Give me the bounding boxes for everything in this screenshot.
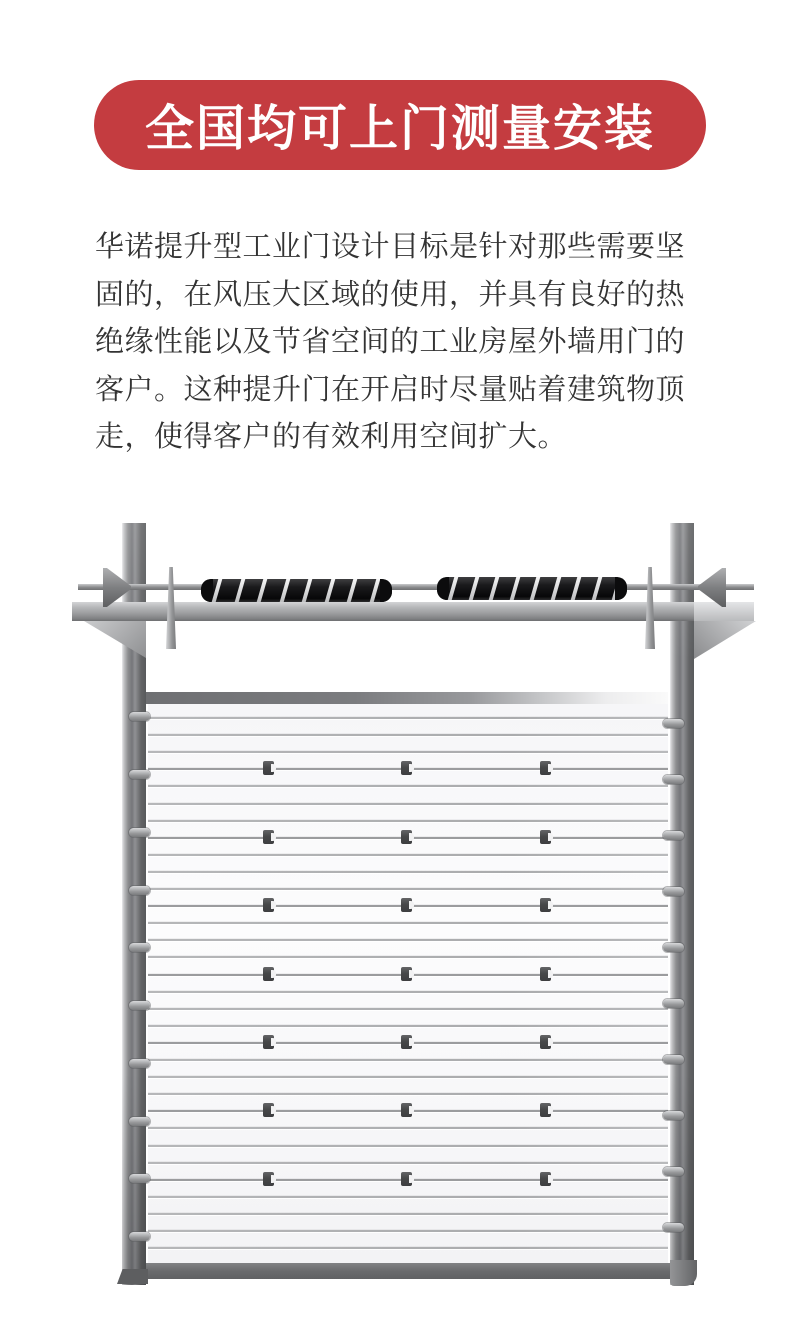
- panel-seam: [148, 734, 668, 736]
- promo-banner-label: 全国均可上门测量安装: [144, 102, 655, 156]
- spring-coil-stripe: [279, 579, 291, 602]
- description-line-2: 固的，在风压大区域的使用，并具有良好的热: [95, 278, 686, 311]
- spring-coil-stripe: [234, 579, 246, 602]
- right-track-foot: [670, 1260, 697, 1286]
- header-angle-bar: [72, 602, 754, 621]
- hinge-clip: [263, 967, 274, 981]
- left-track-roller: [129, 828, 150, 837]
- panel-seam: [148, 1025, 668, 1027]
- left-track-roller: [129, 1059, 150, 1068]
- left-gusset-bracket: [84, 621, 146, 658]
- hinge-clip: [540, 830, 551, 844]
- hinge-clip: [401, 1103, 412, 1117]
- hinge-clip: [401, 967, 412, 981]
- hinge-clip: [263, 761, 274, 775]
- panel-seam: [148, 1093, 668, 1095]
- hinge-clip: [540, 1035, 551, 1049]
- left-track-roller: [129, 1117, 150, 1126]
- left-track-roller: [129, 1174, 150, 1183]
- left-track-roller: [129, 770, 150, 779]
- panel-seam: [148, 1110, 668, 1112]
- spring-coil-stripe: [346, 579, 358, 602]
- panel-seam: [148, 1008, 668, 1010]
- hinge-clip: [540, 967, 551, 981]
- hinge-clip: [540, 1172, 551, 1186]
- left-track-roller: [129, 943, 150, 952]
- door-header-rail: [146, 692, 668, 704]
- panel-seam: [148, 922, 668, 924]
- left-track-foot: [117, 1269, 148, 1284]
- door-bottom-rail: [146, 1263, 670, 1279]
- right-torsion-spring: [437, 577, 627, 600]
- right-track-roller: [663, 999, 684, 1008]
- spring-coil-stripe: [256, 579, 268, 602]
- left-cable-drum: [103, 568, 131, 607]
- spring-coil-stripe: [301, 579, 313, 602]
- right-track-roller: [663, 887, 684, 896]
- torsion-shaft: [78, 584, 754, 590]
- hinge-clip: [540, 898, 551, 912]
- panel-seam: [148, 751, 668, 753]
- spring-coil-stripe: [211, 579, 223, 602]
- panel-seam: [148, 1145, 668, 1147]
- hinge-clip: [401, 830, 412, 844]
- panel-seam: [148, 717, 668, 719]
- right-track-roller: [663, 719, 684, 728]
- hinge-clip: [401, 898, 412, 912]
- panel-seam: [148, 1230, 668, 1232]
- right-spring-anchor: [645, 567, 655, 649]
- hinge-clip: [263, 1103, 274, 1117]
- hinge-clip: [263, 1035, 274, 1049]
- panel-seam: [148, 803, 668, 805]
- left-track-roller: [129, 1232, 150, 1241]
- panel-seam: [148, 1076, 668, 1078]
- hinge-clip: [263, 830, 274, 844]
- right-vertical-track: [670, 523, 694, 1285]
- panel-seam: [148, 837, 668, 839]
- left-vertical-track: [122, 523, 146, 1285]
- hinge-clip: [540, 761, 551, 775]
- panel-seam: [148, 785, 668, 787]
- description-line-3: 绝缘性能以及节省空间的工业房屋外墙用门的: [95, 326, 686, 358]
- panel-seam: [148, 1042, 668, 1044]
- promo-banner: [94, 80, 706, 170]
- panel-seam: [148, 871, 668, 873]
- spring-coil-stripe: [611, 577, 623, 600]
- right-track-roller: [663, 1055, 684, 1064]
- left-spring-anchor: [166, 567, 176, 649]
- left-torsion-spring: [201, 579, 392, 602]
- panel-seam: [148, 1127, 668, 1129]
- spring-coil-stripe: [570, 577, 582, 600]
- right-track-roller: [663, 1167, 684, 1176]
- panel-seam: [148, 1196, 668, 1198]
- description-line-1: 华诺提升型工业门设计目标是针对那些需要坚: [95, 231, 686, 263]
- hinge-clip: [263, 1172, 274, 1186]
- hinge-clip: [401, 1035, 412, 1049]
- panel-seam: [148, 956, 668, 958]
- header-angle-bar-extension: [694, 602, 754, 621]
- right-track-roller: [663, 775, 684, 784]
- panel-seam: [148, 1162, 668, 1164]
- panel-seam: [148, 991, 668, 993]
- product-description: [95, 224, 711, 462]
- spring-coil-stripe: [591, 577, 603, 600]
- panel-seam: [148, 1213, 668, 1215]
- spring-coil-stripe: [550, 577, 562, 600]
- hinge-clip: [263, 898, 274, 912]
- left-track-roller: [129, 886, 150, 895]
- right-track-roller: [663, 831, 684, 840]
- right-gusset-bracket: [694, 621, 756, 659]
- hinge-clip: [401, 761, 412, 775]
- right-track-roller: [663, 943, 684, 952]
- panel-seam: [148, 768, 668, 770]
- right-track-roller: [663, 1111, 684, 1120]
- spring-coil-stripe: [468, 577, 480, 600]
- description-line-5: 走，使得客户的有效利用空间扩大。: [95, 421, 568, 453]
- hinge-clip: [401, 1172, 412, 1186]
- spring-coil-stripe: [488, 577, 500, 600]
- spring-coil-stripe: [509, 577, 521, 600]
- panel-seam: [148, 1179, 668, 1181]
- panel-seam: [148, 1059, 668, 1061]
- spring-coil-stripe: [447, 577, 459, 600]
- panel-seam: [148, 820, 668, 822]
- panel-seam: [148, 1247, 668, 1249]
- left-track-roller: [129, 712, 150, 721]
- right-track-roller: [663, 1223, 684, 1232]
- spring-coil-stripe: [369, 579, 381, 602]
- panel-seam: [148, 939, 668, 941]
- panel-seam: [148, 905, 668, 907]
- left-track-roller: [129, 1001, 150, 1010]
- door-panel-stack: [148, 704, 668, 1263]
- panel-seam: [148, 854, 668, 856]
- spring-coil-stripe: [324, 579, 336, 602]
- right-cable-drum: [698, 568, 726, 607]
- spring-coil-stripe: [529, 577, 541, 600]
- panel-seam: [148, 888, 668, 890]
- description-line-4: 客户。这种提升门在开启时尽量贴着建筑物顶: [95, 373, 686, 406]
- hinge-clip: [540, 1103, 551, 1117]
- panel-seam: [148, 974, 668, 976]
